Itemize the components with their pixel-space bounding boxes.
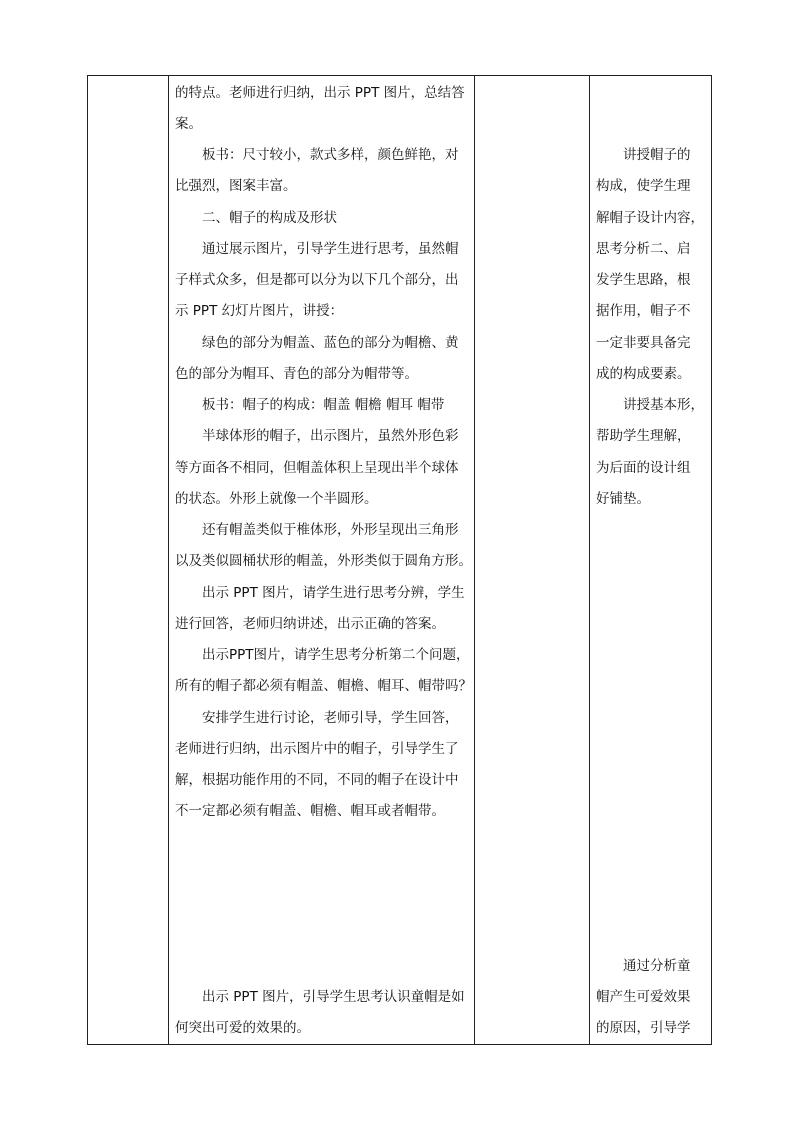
- intent-line: 一定非要具备完: [596, 335, 691, 351]
- section-heading: 二、帽子的构成及形状: [202, 210, 337, 226]
- intent-line: 成的构成要素。: [596, 366, 691, 382]
- intent-line: 构成，使学生理: [596, 178, 691, 194]
- table-row: [88, 76, 712, 1045]
- intent-line: 通过分析童: [623, 958, 691, 974]
- process-line: 板书：尺寸较小，款式多样，颜色鲜艳，对: [202, 147, 459, 163]
- process-line: 色的部分为帽耳、青色的部分为帽带等。: [175, 366, 418, 382]
- intent-line: 思考分析二、启: [596, 241, 691, 257]
- intent-line: 解帽子设计内容，: [596, 210, 704, 226]
- process-line: 板书：帽子的构成：帽盖 帽檐 帽耳 帽带: [202, 397, 445, 413]
- process-line: 进行回答，老师归纳讲述，出示正确的答案。: [175, 616, 445, 632]
- process-line: 示 PPT 幻灯片图片，讲授：: [175, 303, 344, 319]
- process-line: 出示 PPT 图片，请学生进行思考分辨，学生: [202, 585, 465, 601]
- student-activity-cell: [475, 76, 590, 1045]
- process-line: 子样式众多，但是都可以分为以下几个部分，出: [175, 272, 459, 288]
- process-line: 不一定都必须有帽盖、帽檐、帽耳或者帽带。: [175, 803, 445, 819]
- process-line: 以及类似圆桶状形的帽盖，外形类似于圆角方形。: [175, 553, 472, 569]
- intent-line: 帽产生可爱效果: [596, 989, 691, 1005]
- process-line: 半球体形的帽子，出示图片，虽然外形色彩: [202, 428, 459, 444]
- intent-line: 发学生思路，根: [596, 272, 691, 288]
- process-line: 通过展示图片，引导学生进行思考，虽然帽: [202, 241, 459, 257]
- process-line: 等方面各不相同，但帽盖体积上呈现出半个球体: [175, 460, 459, 476]
- process-line: 安排学生进行讨论，老师引导，学生回答，: [202, 710, 459, 726]
- stage-cell: [88, 76, 169, 1045]
- intent-line: 据作用，帽子不: [596, 303, 691, 319]
- lesson-plan-table: [87, 75, 712, 1045]
- intent-line: 讲授基本形，: [623, 397, 704, 413]
- process-line: 出示 PPT 图片，引导学生思考认识童帽是如: [202, 989, 465, 1005]
- process-line: 的状态。外形上就像一个半圆形。: [175, 491, 378, 507]
- process-line: 老师进行归纳，出示图片中的帽子，引导学生了: [175, 741, 459, 757]
- design-intent-cell: [590, 76, 712, 1045]
- process-line: 解，根据功能作用的不同，不同的帽子在设计中: [175, 772, 459, 788]
- process-line: 何突出可爱的效果的。: [175, 1020, 310, 1036]
- intent-line: 讲授帽子的: [623, 147, 691, 163]
- process-line: 案。: [175, 116, 202, 132]
- process-line: 比强烈，图案丰富。: [175, 178, 297, 194]
- process-line: 的特点。老师进行归纳，出示 PPT 图片，总结答: [175, 85, 465, 101]
- process-line: 还有帽盖类似于椎体形，外形呈现出三角形: [202, 522, 459, 538]
- teaching-process-cell: [169, 76, 475, 1045]
- intent-line: 的原因，引导学: [596, 1020, 691, 1036]
- process-line: 所有的帽子都必须有帽盖、帽檐、帽耳、帽带吗？: [175, 678, 472, 694]
- intent-line: 帮助学生理解，: [596, 428, 691, 444]
- intent-line: 为后面的设计组: [596, 460, 691, 476]
- intent-line: 好铺垫。: [596, 491, 650, 507]
- process-line: 绿色的部分为帽盖、蓝色的部分为帽檐、黄: [202, 335, 459, 351]
- process-line: 出示PPT图片，请学生思考分析第二个问题，: [202, 647, 470, 663]
